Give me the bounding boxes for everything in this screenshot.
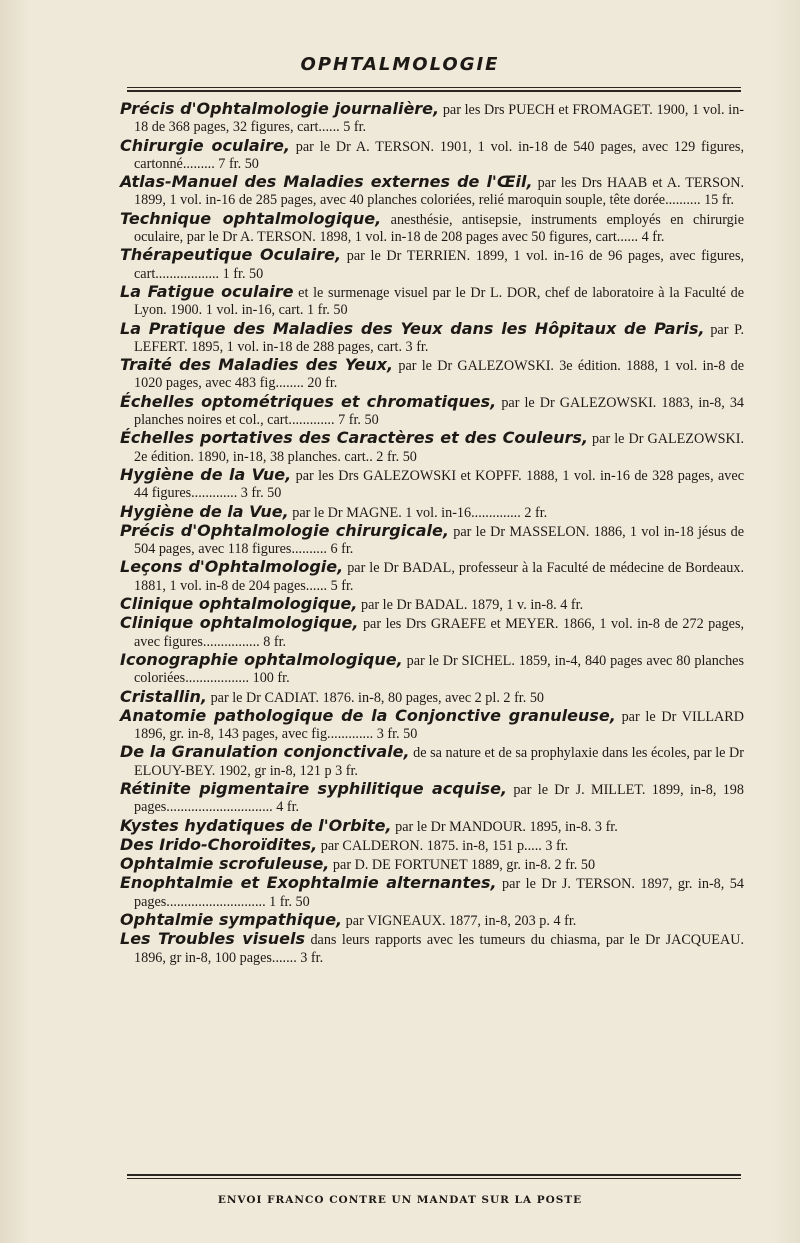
- entry-details: par les Drs PUECH et FROMAGET. 1900, 1 vol. in-18 de 368 pages, 32 figures, cart...... 5 fr.: [134, 102, 745, 136]
- book-entry: [120, 466, 744, 503]
- top-rule-thick: [127, 90, 741, 92]
- book-entry: [120, 137, 744, 174]
- top-rule-thin: [127, 87, 741, 88]
- entry-details: par le Dr MASSELON. 1886, 1 vol in-18 jésus de 504 pages, avec 118 figures.......... 6 fr.: [134, 523, 745, 558]
- entry-details: par le Dr BADAL. 1879, 1 v. in-8. 4 fr.: [361, 597, 584, 614]
- book-entry: [120, 210, 744, 247]
- entry-title: Thérapeutique Oculaire,: [120, 245, 342, 265]
- entry-details: de sa nature et de sa prophylaxie dans les écoles, par le Dr ELOUY-BEY. 1902, gr in-8, 121 p 3 fr.: [134, 745, 744, 779]
- book-entry: [120, 173, 744, 210]
- entry-title: Échelles portatives des Caractères et des Couleurs,: [120, 428, 589, 448]
- book-entry: [120, 614, 744, 651]
- book-entry: [120, 780, 744, 817]
- book-entry: [120, 558, 744, 595]
- book-entry: [120, 283, 744, 320]
- entry-title: Traité des Maladies des Yeux,: [120, 355, 394, 375]
- entry-details: par D. DE FORTUNET 1889, gr. in-8. 2 fr. 50: [332, 857, 596, 874]
- book-entry: [120, 911, 744, 930]
- book-entry: [120, 522, 744, 559]
- book-entry: [120, 651, 744, 688]
- entry-details: par les Drs HAAB et A. TERSON. 1899, 1 vol. in-16 de 285 pages, avec 40 planches coloriées, relié maroquin souple, tête dorée.......... 15 fr.: [134, 175, 744, 209]
- entry-details: par le Dr CADIAT. 1876. in-8, 80 pages, avec 2 pl. 2 fr. 50: [210, 689, 545, 706]
- entry-details: par le Dr BADAL, professeur à la Faculté de médecine de Bordeaux. 1881, 1 vol. in-8 de 204 pages...... 5 fr.: [134, 560, 745, 594]
- entry-title: La Fatigue oculaire: [120, 281, 294, 301]
- entry-title: La Pratique des Maladies des Yeux dans les Hôpitaux de Paris,: [120, 318, 705, 338]
- bottom-rule-thick: [127, 1174, 741, 1176]
- entry-title: Clinique ophtalmologique,: [120, 594, 358, 614]
- entry-title: De la Granulation conjonctivale,: [120, 742, 410, 762]
- entry-details: par les Drs GRAEFE et MEYER. 1866, 1 vol. in-8 de 272 pages, avec figures................ 8 fr.: [134, 616, 745, 650]
- entry-details: par le Dr SICHEL. 1859, in-4, 840 pages avec 80 planches coloriées.................. 100 fr.: [134, 652, 744, 687]
- entry-title: Leçons d'Ophtalmologie,: [120, 557, 344, 577]
- entry-details: par VIGNEAUX. 1877, in-8, 203 p. 4 fr.: [345, 913, 577, 930]
- entry-details: par le Dr GALEZOWSKI. 2e édition. 1890, in-18, 38 planches. cart.. 2 fr. 50: [134, 431, 744, 465]
- entry-details: et le surmenage visuel par le Dr L. DOR, chef de laboratoire à la Faculté de Lyon. 1900. 1 vol. in-16, cart. 1 fr. 50: [134, 284, 745, 319]
- book-entry: [120, 595, 744, 614]
- entry-title: Clinique ophtalmologique,: [120, 613, 359, 633]
- book-entry: [120, 100, 744, 137]
- entry-title: Les Troubles visuels: [120, 929, 305, 949]
- entry-title: Enophtalmie et Exophtalmie alternantes,: [120, 873, 497, 893]
- book-entry: [120, 817, 744, 836]
- entry-details: par le Dr J. TERSON. 1897, gr. in-8, 54 pages............................ 1 fr. 50: [134, 876, 744, 910]
- book-entry: [120, 836, 744, 855]
- entry-title: Ophtalmie sympathique,: [120, 910, 343, 930]
- entry-title: Précis d'Ophtalmologie chirurgicale,: [120, 520, 449, 540]
- page-header: OPHTALMOLOGIE: [300, 54, 500, 75]
- entry-details: dans leurs rapports avec les tumeurs du chiasma, par le Dr JACQUEAU. 1896, gr in-8, 100 pages....... 3 fr.: [134, 932, 745, 966]
- entry-details: par P. LEFERT. 1895, 1 vol. in-18 de 288 pages, cart. 3 fr.: [134, 321, 745, 355]
- entry-details: par le Dr TERRIEN. 1899, 1 vol. in-16 de 96 pages, avec figures, cart.................. 1 fr. 50: [134, 248, 745, 282]
- entry-title: Hygiène de la Vue,: [120, 464, 292, 484]
- bottom-rule-thin: [127, 1178, 741, 1179]
- entry-title: Kystes hydatiques de l'Orbite,: [120, 815, 392, 835]
- entry-details: par le Dr MAGNE. 1 vol. in-16.............. 2 fr.: [292, 504, 548, 521]
- book-entry: [120, 874, 744, 911]
- entry-title: Précis d'Ophtalmologie journalière,: [120, 99, 440, 118]
- book-entry: [120, 707, 744, 744]
- entry-title: Ophtalmie scrofuleuse,: [120, 854, 330, 874]
- entry-details: par le Dr VILLARD 1896, gr. in-8, 143 pages, avec fig............. 3 fr. 50: [134, 708, 745, 743]
- entry-details: par le Dr GALEZOWSKI. 3e édition. 1888, 1 vol. in-8 de 1020 pages, avec 483 fig........ 20 fr.: [134, 358, 745, 392]
- entry-title: Hygiène de la Vue,: [120, 501, 289, 521]
- book-entry: [120, 743, 744, 780]
- entry-details: par les Drs GALEZOWSKI et KOPFF. 1888, 1 vol. in-16 de 328 pages, avec 44 figures............. 3 fr. 50: [134, 467, 744, 502]
- entry-title: Cristallin,: [120, 686, 208, 706]
- book-entry: [120, 320, 744, 357]
- book-list: [120, 100, 744, 967]
- entry-details: par le Dr J. MILLET. 1899, in-8, 198 pages.............................. 4 fr.: [134, 781, 744, 816]
- book-entry: [120, 503, 744, 522]
- book-entry: [120, 429, 744, 466]
- entry-title: Atlas-Manuel des Maladies externes de l'Œil,: [120, 172, 533, 192]
- entry-title: Échelles optométriques et chromatiques,: [120, 391, 497, 411]
- entry-title: Technique ophtalmologique,: [120, 208, 382, 228]
- book-entry: [120, 688, 744, 707]
- shipping-notice: ENVOI FRANCO CONTRE UN MANDAT SUR LA POSTE: [217, 1194, 583, 1206]
- entry-title: Chirurgie oculaire,: [120, 135, 290, 155]
- entry-title: Anatomie pathologique de la Conjonctive granuleuse,: [120, 705, 616, 725]
- entry-details: par le Dr MANDOUR. 1895, in-8. 3 fr.: [395, 818, 618, 835]
- entry-title: Rétinite pigmentaire syphilitique acquise,: [120, 778, 508, 798]
- entry-details: par CALDERON. 1875. in-8, 151 p..... 3 fr.: [320, 837, 569, 854]
- book-entry: [120, 930, 744, 967]
- book-entry: [120, 246, 744, 283]
- entry-details: anesthésie, antisepsie, instruments employés en chirurgie oculaire, par le Dr A. TERSON. 1898, 1 vol. in-18 de 208 pages avec 50 figures, cart...... 4 fr.: [134, 211, 745, 246]
- book-entry: [120, 356, 744, 393]
- entry-title: Des Irido-Choroïdites,: [120, 834, 318, 854]
- book-entry: [120, 393, 744, 430]
- entry-title: Iconographie ophtalmologique,: [120, 649, 403, 669]
- entry-details: par le Dr GALEZOWSKI. 1883, in-8, 34 planches noires et col., cart............. 7 fr. 50: [134, 394, 745, 429]
- entry-details: par le Dr A. TERSON. 1901, 1 vol. in-18 de 540 pages, avec 129 figures, cartonné......... 7 fr. 50: [134, 138, 744, 172]
- book-entry: [120, 855, 744, 874]
